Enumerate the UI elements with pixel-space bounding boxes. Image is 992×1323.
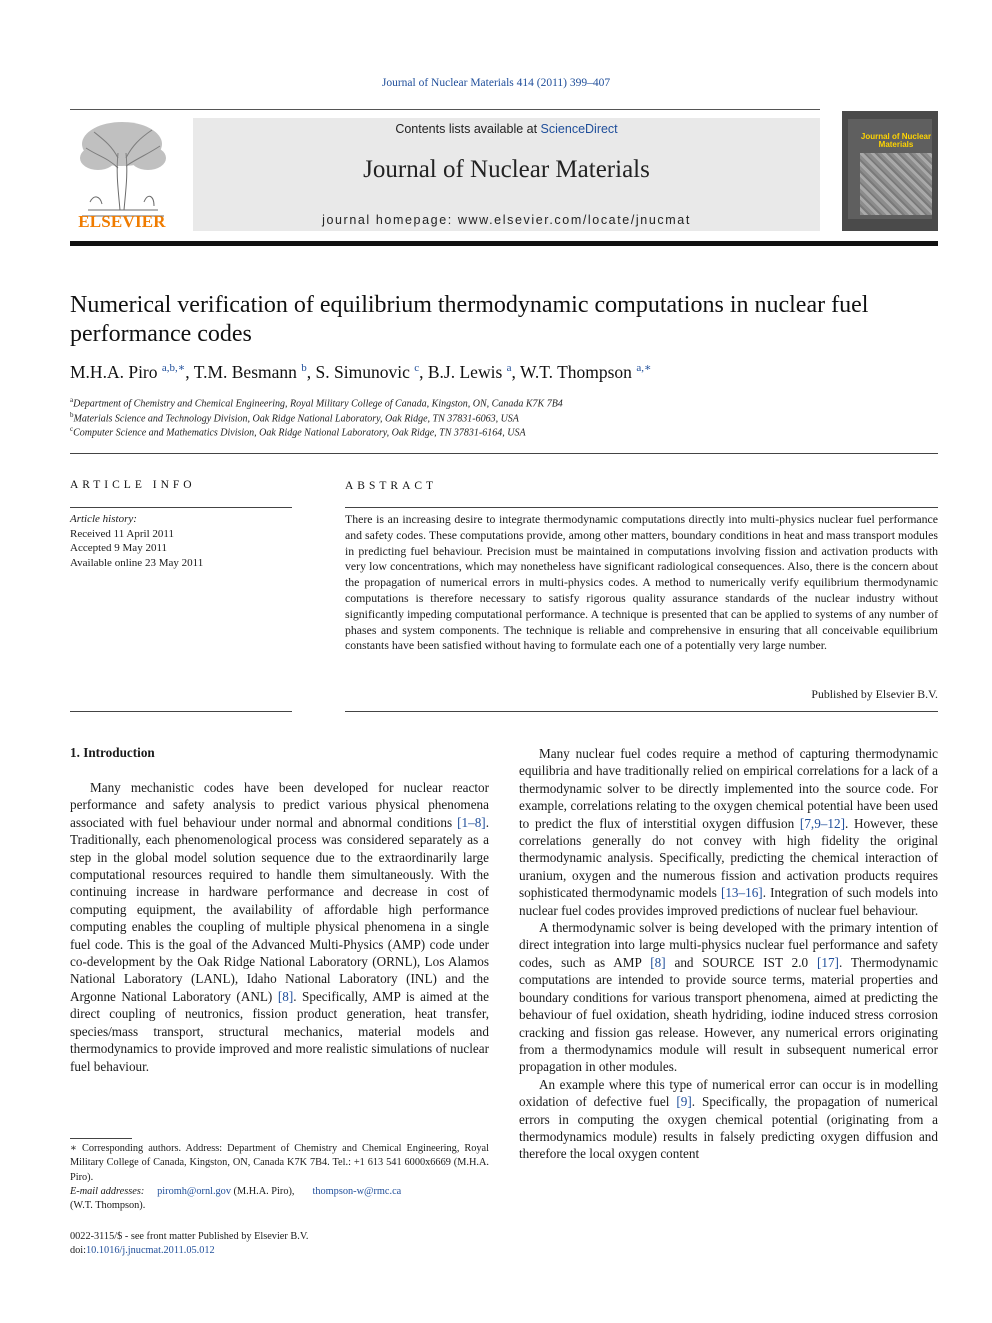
- article-info-rule: [70, 507, 292, 508]
- author-affiliation-mark[interactable]: a,∗: [636, 362, 652, 374]
- affiliation-a: [70, 396, 938, 409]
- doi-link[interactable]: 10.1016/j.jnucmat.2011.05.012: [86, 1245, 215, 1257]
- abstract-bottom-rule: [345, 711, 938, 712]
- email-link[interactable]: piromh@ornl.gov: [157, 1185, 231, 1197]
- footnote-rule: [70, 1138, 132, 1139]
- corresponding-text: ∗ Corresponding authors. Address: Department of Chemistry and Chemical Engineering, Royal Military College of Canada, Kingston, ON, Canada K7K 7B4. Tel.: +1 613 541 6000x6669 (M.H.A. Piro).: [70, 1143, 489, 1183]
- text-run: A thermodynamic solver is being developed with the primary intention of direct integration into large multi-physics nuclear fuel performance and safety codes, such as AMP: [519, 920, 938, 970]
- citation-link[interactable]: [17]: [816, 954, 839, 970]
- body-column-left: [70, 779, 489, 1075]
- affiliation-key: b: [70, 411, 74, 419]
- sciencedirect-link[interactable]: ScienceDirect: [540, 122, 618, 136]
- text-run: . Integration of such models into nuclear fuel codes provides improved predictions of nuclear fuel behaviour.: [519, 885, 938, 918]
- author-affiliation-mark[interactable]: a: [506, 362, 512, 374]
- citation-link[interactable]: [13–16]: [720, 885, 763, 901]
- journal-reference[interactable]: Journal of Nuclear Materials 414 (2011) 399–407: [381, 77, 611, 89]
- email-label: E-mail addresses:: [70, 1185, 145, 1197]
- email-owner: (W.T. Thompson).: [70, 1200, 146, 1212]
- affiliation-b: [70, 411, 938, 424]
- cover-image: [860, 153, 932, 215]
- corresponding-author-footnote: [70, 1142, 489, 1213]
- text-run: . Specifically, AMP is aimed at the direct coupling of neutronics, fission product generation, heat transfer, species/mass transport, structural mechanics, material models and thermodynamics to provide improved and more realistic simulations of nuclear fuel behaviour.: [70, 988, 489, 1074]
- journal-homepage-link[interactable]: journal homepage: www.elsevier.com/locate/jnucmat: [322, 213, 691, 227]
- received-date: Received 11 April 2011: [70, 527, 174, 540]
- cover-panel: [848, 119, 932, 219]
- author-name[interactable]: T.M. Besmann: [193, 361, 297, 382]
- elsevier-wordmark: ELSEVIER: [78, 212, 166, 231]
- text-run: . Specifically, the propagation of numerical errors in computing the oxygen chemical potential (originating from a thermodynamics module) results in falsely predicting oxygen diffusion and therefore the local oxygen content: [519, 1094, 939, 1162]
- author-list: M.H.A. Piro $^{a,b,∗}$, T.M. Besmann $^b$, S. Simunovic $^c$, B.J. Lewis $^a$, W.T. Thompson $^{a,∗}$: [70, 361, 652, 382]
- text-run: . Thermodynamic computations are intended to provide source terms, material properties and boundary conditions for various transport phenomena, aimed at predicting the behaviour of fuel oxidation, sheath hydriding, iodine induced stress corrosion cracking and fission gas release. However, any numerical errors originating from a thermodynamics module will result in subsequent numerical error propagation in other modules.: [519, 954, 938, 1075]
- contents-prefix: Contents lists available at: [395, 122, 541, 136]
- body-paragraph: [519, 745, 938, 919]
- text-run: Many mechanistic codes have been developed for nuclear reactor performance and safety analysis to predict various physical phenomena associated with fuel behaviour under normal and abnormal conditions: [70, 780, 489, 830]
- body-paragraph: [70, 779, 489, 1075]
- author-name[interactable]: W.T. Thompson: [519, 361, 632, 382]
- header-thick-divider: [70, 241, 938, 246]
- citation-link[interactable]: [1–8]: [457, 814, 486, 830]
- text-run: and SOURCE IST 2.0: [665, 954, 817, 970]
- section-divider: [70, 453, 938, 454]
- doi-label: doi:: [70, 1245, 87, 1257]
- header-divider: [70, 109, 820, 110]
- author-name[interactable]: B.J. Lewis: [427, 361, 503, 382]
- accepted-date: Accepted 9 May 2011: [70, 542, 168, 554]
- front-matter: [70, 1230, 489, 1259]
- text-run: . However, these correlations generally do not convey with high fidelity the original thermodynamic analysis. Specifically, predicting the chemical interaction of uranium, oxygen and the numerous fission and activation products requires sophisticated thermodynamic models: [519, 815, 938, 901]
- affiliation-text: Computer Science and Mathematics Division, Oak Ridge National Laboratory, Oak Ridge, TN 37831-6164, USA: [73, 427, 526, 439]
- author-affiliation-mark[interactable]: b: [301, 362, 307, 374]
- body-column-right: [519, 745, 938, 1163]
- citation-link[interactable]: [8]: [277, 988, 294, 1004]
- text-run: Many nuclear fuel codes require a method of capturing thermodynamic equilibria and have traditionally relied on empirical correlations for a lack of a thermodynamic solver to be directly implemented into the source code. For example, correlations relating to the oxygen chemical potential have been used to predict the flux of interstitial oxygen diffusion: [519, 746, 938, 831]
- text-run: An example where this type of numerical error can occur is in modelling oxidation of defective fuel: [519, 1076, 938, 1110]
- paper-title: Numerical verification of equilibrium thermodynamic computations in nuclear fuel performance codes: [70, 292, 869, 347]
- citation-link[interactable]: [8]: [650, 954, 666, 970]
- author-name[interactable]: M.H.A. Piro: [70, 361, 158, 382]
- text-run: . Traditionally, each phenomenological process was considered separately as a step in the global model solution sequence due to the extraordinarily large computational resources required to handle them simultaneously. With the continuing increase in hardware performance and decrease in cost of computing equipment, the availability of affordable high performance computing enables the coupling of multiple physical phenomena in a single fuel code. This is the goal of the Advanced Multi-Physics (AMP) code under co-development by the Oak Ridge National Laboratory (ORNL), Los Alamos National Laboratory (LANL), Idaho National Laboratory (INL) and the Argonne National Laboratory (ANL): [70, 814, 489, 1004]
- body-paragraph: [519, 1076, 938, 1163]
- author-name[interactable]: S. Simunovic: [315, 361, 410, 382]
- online-date: Available online 23 May 2011: [70, 556, 204, 569]
- introduction-heading: 1. Introduction: [70, 745, 155, 760]
- history-label: Article history:: [70, 513, 137, 525]
- cover-title: Journal of Nuclear Materials: [860, 132, 932, 149]
- publisher-note: Published by Elsevier B.V.: [811, 687, 938, 701]
- author-affiliation-mark[interactable]: a,b,∗: [161, 362, 186, 374]
- email-owner: (M.H.A. Piro),: [230, 1185, 295, 1197]
- doi-line: [70, 1244, 489, 1258]
- body-paragraph: [519, 919, 938, 1076]
- contents-availability: [193, 122, 820, 136]
- email-line: [70, 1185, 489, 1199]
- email-link[interactable]: thompson-w@rmc.ca: [312, 1185, 402, 1197]
- author-affiliation-mark[interactable]: c: [414, 362, 420, 374]
- abstract-heading: ABSTRACT: [345, 480, 438, 492]
- abstract-text: There is an increasing desire to integrate thermodynamic computations directly into multi-physics nuclear fuel performance and safety codes. These computations provide, among other matters, boundary conditions in heat and mass transport modules in predicting fuel behaviour. Precision must be maintained in computations involving fission and activation products with very low concentrations, which may nonetheless have significant radiological consequences. Also, there is the concern about the propagation of numerical errors in multi-physics codes. A method to numerically verify equilibrium thermodynamic computations is therefore necessary to satisfy rigorous quality assurance standards of the nuclear industry without significantly impeding computational performance. A technique is presented that can be applied to systems of any number of phases and system components. The technique is reliable and comprehensive in ensuring that all conceivable equilibrium constants have been satisfied without having to formulate each one of a potentially very large number.: [345, 512, 938, 653]
- issn-line: 0022-3115/$ - see front matter Published by Elsevier B.V.: [70, 1231, 309, 1242]
- affiliation-key: c: [70, 425, 74, 433]
- article-history: [70, 512, 292, 570]
- journal-title: Journal of Nuclear Materials: [363, 156, 650, 183]
- affiliation-text: Materials Science and Technology Division, Oak Ridge National Laboratory, Oak Ridge, TN 37831-6063, USA: [73, 413, 519, 425]
- affiliation-c: [70, 425, 938, 438]
- abstract-rule: [345, 507, 938, 508]
- article-info-bottom-rule: [70, 711, 292, 712]
- article-info-heading: ARTICLE INFO: [70, 479, 196, 491]
- citation-link[interactable]: [9]: [676, 1094, 692, 1110]
- citation-link[interactable]: [7,9–12]: [799, 815, 845, 831]
- journal-cover-thumbnail[interactable]: [842, 111, 938, 231]
- affiliation-text: Department of Chemistry and Chemical Engineering, Royal Military College of Canada, Kingston, ON, Canada K7K 7B4: [73, 398, 563, 410]
- affiliation-key: a: [70, 396, 74, 404]
